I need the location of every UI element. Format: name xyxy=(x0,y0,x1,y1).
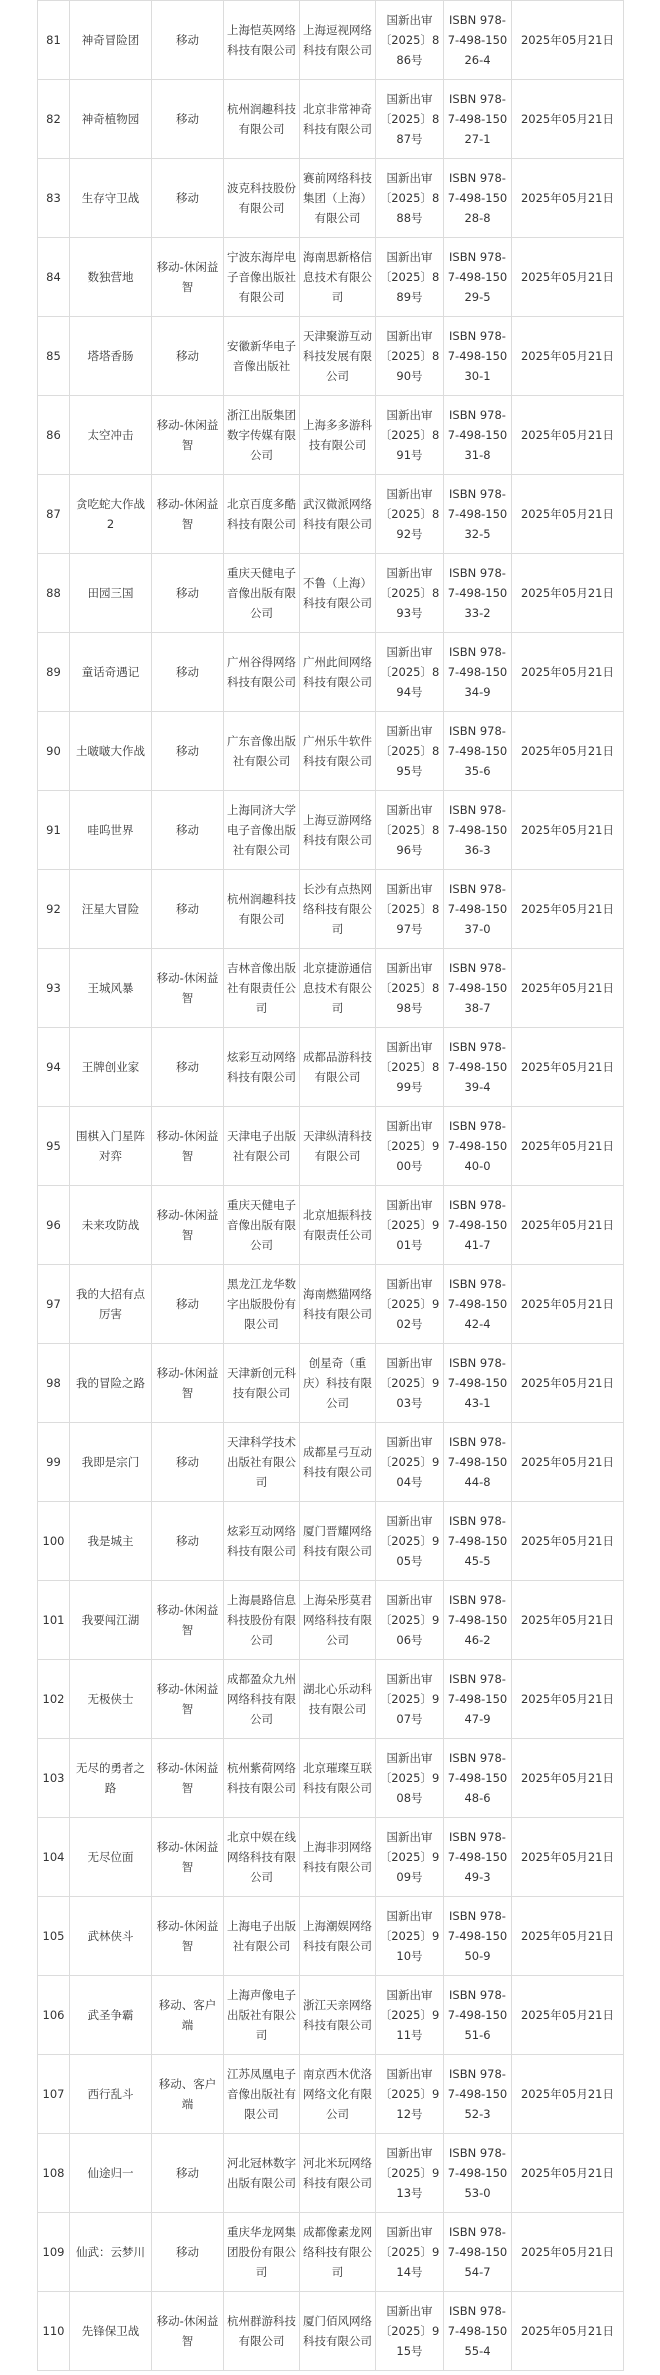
game-type-cell: 移动-休闲益智 xyxy=(152,1186,224,1265)
approval-date-cell: 2025年05月21日 xyxy=(512,1502,624,1581)
game-name-cell: 生存守卫战 xyxy=(70,159,152,238)
isbn-number-cell: ISBN 978-7-498-15036-3 xyxy=(444,791,512,870)
publisher-name-cell: 宁波东海岸电子音像出版社有限公司 xyxy=(224,238,300,317)
table-row xyxy=(38,712,624,791)
approval-number-cell: 国新出审〔2025〕910号 xyxy=(376,1897,444,1976)
game-type-cell: 移动 xyxy=(152,1265,224,1344)
game-type-cell: 移动 xyxy=(152,80,224,159)
publisher-name-cell: 杭州润趣科技有限公司 xyxy=(224,870,300,949)
publisher-name-cell: 杭州紫荷网络科技有限公司 xyxy=(224,1739,300,1818)
publisher-name-cell: 广州谷得网络科技有限公司 xyxy=(224,633,300,712)
game-name-cell: 数独营地 xyxy=(70,238,152,317)
game-name-cell: 塔塔香肠 xyxy=(70,317,152,396)
operator-name-cell: 广州此间网络科技有限公司 xyxy=(300,633,376,712)
row-number-cell: 110 xyxy=(38,2292,70,2371)
publisher-name-cell: 杭州群游科技有限公司 xyxy=(224,2292,300,2371)
game-name-cell: 我的大招有点厉害 xyxy=(70,1265,152,1344)
row-number-cell: 100 xyxy=(38,1502,70,1581)
row-number-cell: 105 xyxy=(38,1897,70,1976)
approval-date-cell: 2025年05月21日 xyxy=(512,870,624,949)
table-row xyxy=(38,396,624,475)
game-type-cell: 移动 xyxy=(152,870,224,949)
operator-name-cell: 武汉微派网络科技有限公司 xyxy=(300,475,376,554)
approval-number-cell: 国新出审〔2025〕886号 xyxy=(376,1,444,80)
game-type-cell: 移动-休闲益智 xyxy=(152,1739,224,1818)
approval-number-cell: 国新出审〔2025〕902号 xyxy=(376,1265,444,1344)
row-number-cell: 92 xyxy=(38,870,70,949)
approval-number-cell: 国新出审〔2025〕905号 xyxy=(376,1502,444,1581)
publisher-name-cell: 成都盈众九州网络科技有限公司 xyxy=(224,1660,300,1739)
approval-number-cell: 国新出审〔2025〕907号 xyxy=(376,1660,444,1739)
operator-name-cell: 创星奇（重庆）科技有限公司 xyxy=(300,1344,376,1423)
row-number-cell: 109 xyxy=(38,2213,70,2292)
approval-number-cell: 国新出审〔2025〕914号 xyxy=(376,2213,444,2292)
game-name-cell: 先锋保卫战 xyxy=(70,2292,152,2371)
game-name-cell: 无极侠士 xyxy=(70,1660,152,1739)
approval-date-cell: 2025年05月21日 xyxy=(512,712,624,791)
approval-date-cell: 2025年05月21日 xyxy=(512,791,624,870)
game-name-cell: 我是城主 xyxy=(70,1502,152,1581)
row-number-cell: 81 xyxy=(38,1,70,80)
approval-number-cell: 国新出审〔2025〕891号 xyxy=(376,396,444,475)
approval-date-cell: 2025年05月21日 xyxy=(512,238,624,317)
isbn-number-cell: ISBN 978-7-498-15033-2 xyxy=(444,554,512,633)
isbn-number-cell: ISBN 978-7-498-15030-1 xyxy=(444,317,512,396)
publisher-name-cell: 重庆天健电子音像出版有限公司 xyxy=(224,1186,300,1265)
approval-number-cell: 国新出审〔2025〕890号 xyxy=(376,317,444,396)
table-row xyxy=(38,1107,624,1186)
publisher-name-cell: 杭州润趣科技有限公司 xyxy=(224,80,300,159)
table-row xyxy=(38,2134,624,2213)
approval-number-cell: 国新出审〔2025〕894号 xyxy=(376,633,444,712)
row-number-cell: 94 xyxy=(38,1028,70,1107)
operator-name-cell: 上海潮娱网络科技有限公司 xyxy=(300,1897,376,1976)
game-name-cell: 童话奇遇记 xyxy=(70,633,152,712)
game-type-cell: 移动 xyxy=(152,2213,224,2292)
game-name-cell: 无尽位面 xyxy=(70,1818,152,1897)
approval-number-cell: 国新出审〔2025〕908号 xyxy=(376,1739,444,1818)
row-number-cell: 96 xyxy=(38,1186,70,1265)
publisher-name-cell: 江苏凤凰电子音像出版社有限公司 xyxy=(224,2055,300,2134)
operator-name-cell: 北京非常神奇科技有限公司 xyxy=(300,80,376,159)
game-name-cell: 神奇冒险团 xyxy=(70,1,152,80)
approval-number-cell: 国新出审〔2025〕915号 xyxy=(376,2292,444,2371)
operator-name-cell: 广州乐牛软件科技有限公司 xyxy=(300,712,376,791)
game-type-cell: 移动-休闲益智 xyxy=(152,238,224,317)
operator-name-cell: 河北米玩网络科技有限公司 xyxy=(300,2134,376,2213)
game-type-cell: 移动 xyxy=(152,712,224,791)
isbn-number-cell: ISBN 978-7-498-15044-8 xyxy=(444,1423,512,1502)
approval-date-cell: 2025年05月21日 xyxy=(512,1818,624,1897)
game-name-cell: 哇呜世界 xyxy=(70,791,152,870)
game-type-cell: 移动、客户端 xyxy=(152,2055,224,2134)
approval-number-cell: 国新出审〔2025〕896号 xyxy=(376,791,444,870)
approval-date-cell: 2025年05月21日 xyxy=(512,80,624,159)
isbn-number-cell: ISBN 978-7-498-15053-0 xyxy=(444,2134,512,2213)
approval-date-cell: 2025年05月21日 xyxy=(512,1897,624,1976)
operator-name-cell: 上海朵彤莫君网络科技有限公司 xyxy=(300,1581,376,1660)
isbn-number-cell: ISBN 978-7-498-15026-4 xyxy=(444,1,512,80)
game-name-cell: 王牌创业家 xyxy=(70,1028,152,1107)
table-row xyxy=(38,870,624,949)
game-type-cell: 移动 xyxy=(152,1028,224,1107)
table-row xyxy=(38,159,624,238)
table-row xyxy=(38,1344,624,1423)
approval-date-cell: 2025年05月21日 xyxy=(512,554,624,633)
game-name-cell: 太空冲击 xyxy=(70,396,152,475)
game-name-cell: 土啵啵大作战 xyxy=(70,712,152,791)
row-number-cell: 108 xyxy=(38,2134,70,2213)
operator-name-cell: 天津纵清科技有限公司 xyxy=(300,1107,376,1186)
row-number-cell: 83 xyxy=(38,159,70,238)
publisher-name-cell: 黑龙江龙华数字出版股份有限公司 xyxy=(224,1265,300,1344)
approval-number-cell: 国新出审〔2025〕906号 xyxy=(376,1581,444,1660)
isbn-number-cell: ISBN 978-7-498-15029-5 xyxy=(444,238,512,317)
publisher-name-cell: 吉林音像出版社有限责任公司 xyxy=(224,949,300,1028)
game-type-cell: 移动、客户端 xyxy=(152,1976,224,2055)
game-type-cell: 移动-休闲益智 xyxy=(152,2292,224,2371)
approval-date-cell: 2025年05月21日 xyxy=(512,949,624,1028)
operator-name-cell: 海南思新格信息技术有限公司 xyxy=(300,238,376,317)
row-number-cell: 87 xyxy=(38,475,70,554)
table-row xyxy=(38,1265,624,1344)
table-row xyxy=(38,949,624,1028)
row-number-cell: 86 xyxy=(38,396,70,475)
approval-number-cell: 国新出审〔2025〕888号 xyxy=(376,159,444,238)
approval-date-cell: 2025年05月21日 xyxy=(512,1107,624,1186)
approval-date-cell: 2025年05月21日 xyxy=(512,396,624,475)
game-name-cell: 我要闯江湖 xyxy=(70,1581,152,1660)
game-type-cell: 移动-休闲益智 xyxy=(152,1660,224,1739)
isbn-number-cell: ISBN 978-7-498-15041-7 xyxy=(444,1186,512,1265)
row-number-cell: 91 xyxy=(38,791,70,870)
publisher-name-cell: 广东音像出版社有限公司 xyxy=(224,712,300,791)
game-type-cell: 移动-休闲益智 xyxy=(152,1344,224,1423)
row-number-cell: 85 xyxy=(38,317,70,396)
approval-number-cell: 国新出审〔2025〕913号 xyxy=(376,2134,444,2213)
approval-date-cell: 2025年05月21日 xyxy=(512,2134,624,2213)
table-row xyxy=(38,317,624,396)
approval-date-cell: 2025年05月21日 xyxy=(512,1,624,80)
operator-name-cell: 成都像素龙网络科技有限公司 xyxy=(300,2213,376,2292)
row-number-cell: 93 xyxy=(38,949,70,1028)
publisher-name-cell: 浙江出版集团数字传媒有限公司 xyxy=(224,396,300,475)
isbn-number-cell: ISBN 978-7-498-15050-9 xyxy=(444,1897,512,1976)
table-row xyxy=(38,1739,624,1818)
table-row xyxy=(38,1,624,80)
publisher-name-cell: 安徽新华电子音像出版社 xyxy=(224,317,300,396)
table-row xyxy=(38,1660,624,1739)
isbn-number-cell: ISBN 978-7-498-15028-8 xyxy=(444,159,512,238)
game-type-cell: 移动-休闲益智 xyxy=(152,949,224,1028)
game-type-cell: 移动 xyxy=(152,633,224,712)
approval-date-cell: 2025年05月21日 xyxy=(512,317,624,396)
isbn-number-cell: ISBN 978-7-498-15055-4 xyxy=(444,2292,512,2371)
publisher-name-cell: 北京百度多酷科技有限公司 xyxy=(224,475,300,554)
game-name-cell: 武圣争霸 xyxy=(70,1976,152,2055)
publisher-name-cell: 上海同济大学电子音像出版社有限公司 xyxy=(224,791,300,870)
row-number-cell: 99 xyxy=(38,1423,70,1502)
approval-date-cell: 2025年05月21日 xyxy=(512,159,624,238)
table-row xyxy=(38,1028,624,1107)
row-number-cell: 97 xyxy=(38,1265,70,1344)
game-type-cell: 移动 xyxy=(152,1423,224,1502)
publisher-name-cell: 炫彩互动网络科技有限公司 xyxy=(224,1502,300,1581)
table-row xyxy=(38,2213,624,2292)
operator-name-cell: 北京璀璨互联科技有限公司 xyxy=(300,1739,376,1818)
row-number-cell: 107 xyxy=(38,2055,70,2134)
row-number-cell: 82 xyxy=(38,80,70,159)
table-row xyxy=(38,1897,624,1976)
approval-date-cell: 2025年05月21日 xyxy=(512,1581,624,1660)
approval-date-cell: 2025年05月21日 xyxy=(512,1739,624,1818)
game-type-cell: 移动-休闲益智 xyxy=(152,1818,224,1897)
table-row xyxy=(38,1581,624,1660)
row-number-cell: 106 xyxy=(38,1976,70,2055)
operator-name-cell: 不鲁（上海）科技有限公司 xyxy=(300,554,376,633)
table-row xyxy=(38,80,624,159)
row-number-cell: 103 xyxy=(38,1739,70,1818)
publisher-name-cell: 河北冠林数字出版有限公司 xyxy=(224,2134,300,2213)
approval-number-cell: 国新出审〔2025〕912号 xyxy=(376,2055,444,2134)
publisher-name-cell: 上海声像电子出版社有限公司 xyxy=(224,1976,300,2055)
approval-number-cell: 国新出审〔2025〕897号 xyxy=(376,870,444,949)
operator-name-cell: 北京旭振科技有限责任公司 xyxy=(300,1186,376,1265)
approval-number-cell: 国新出审〔2025〕889号 xyxy=(376,238,444,317)
isbn-number-cell: ISBN 978-7-498-15032-5 xyxy=(444,475,512,554)
approval-number-cell: 国新出审〔2025〕892号 xyxy=(376,475,444,554)
game-type-cell: 移动 xyxy=(152,317,224,396)
isbn-number-cell: ISBN 978-7-498-15051-6 xyxy=(444,1976,512,2055)
operator-name-cell: 上海逗视网络科技有限公司 xyxy=(300,1,376,80)
isbn-number-cell: ISBN 978-7-498-15035-6 xyxy=(444,712,512,791)
operator-name-cell: 北京捷游通信息技术有限公司 xyxy=(300,949,376,1028)
isbn-number-cell: ISBN 978-7-498-15043-1 xyxy=(444,1344,512,1423)
row-number-cell: 104 xyxy=(38,1818,70,1897)
table-row xyxy=(38,1423,624,1502)
approval-number-cell: 国新出审〔2025〕900号 xyxy=(376,1107,444,1186)
game-type-cell: 移动 xyxy=(152,2134,224,2213)
approval-number-cell: 国新出审〔2025〕901号 xyxy=(376,1186,444,1265)
isbn-number-cell: ISBN 978-7-498-15039-4 xyxy=(444,1028,512,1107)
isbn-number-cell: ISBN 978-7-498-15046-2 xyxy=(444,1581,512,1660)
approval-date-cell: 2025年05月21日 xyxy=(512,1344,624,1423)
row-number-cell: 89 xyxy=(38,633,70,712)
operator-name-cell: 赛前网络科技集团（上海）有限公司 xyxy=(300,159,376,238)
row-number-cell: 101 xyxy=(38,1581,70,1660)
publisher-name-cell: 重庆华龙网集团股份有限公司 xyxy=(224,2213,300,2292)
approval-number-cell: 国新出审〔2025〕909号 xyxy=(376,1818,444,1897)
table-row xyxy=(38,633,624,712)
game-name-cell: 神奇植物园 xyxy=(70,80,152,159)
approval-date-cell: 2025年05月21日 xyxy=(512,2213,624,2292)
isbn-number-cell: ISBN 978-7-498-15049-3 xyxy=(444,1818,512,1897)
isbn-number-cell: ISBN 978-7-498-15054-7 xyxy=(444,2213,512,2292)
table-row xyxy=(38,2292,624,2371)
approval-number-cell: 国新出审〔2025〕895号 xyxy=(376,712,444,791)
approval-number-cell: 国新出审〔2025〕899号 xyxy=(376,1028,444,1107)
approval-date-cell: 2025年05月21日 xyxy=(512,1186,624,1265)
publisher-name-cell: 炫彩互动网络科技有限公司 xyxy=(224,1028,300,1107)
operator-name-cell: 南京西木优洛网络文化有限公司 xyxy=(300,2055,376,2134)
game-type-cell: 移动-休闲益智 xyxy=(152,1897,224,1976)
table-row xyxy=(38,2055,624,2134)
approval-list-table xyxy=(37,0,623,2371)
publisher-name-cell: 重庆天健电子音像出版有限公司 xyxy=(224,554,300,633)
game-type-cell: 移动-休闲益智 xyxy=(152,1107,224,1186)
operator-name-cell: 上海多多游科技有限公司 xyxy=(300,396,376,475)
table-row xyxy=(38,238,624,317)
row-number-cell: 84 xyxy=(38,238,70,317)
publisher-name-cell: 天津电子出版社有限公司 xyxy=(224,1107,300,1186)
isbn-number-cell: ISBN 978-7-498-15045-5 xyxy=(444,1502,512,1581)
isbn-number-cell: ISBN 978-7-498-15037-0 xyxy=(444,870,512,949)
isbn-number-cell: ISBN 978-7-498-15038-7 xyxy=(444,949,512,1028)
game-name-cell: 仙途归一 xyxy=(70,2134,152,2213)
approval-date-cell: 2025年05月21日 xyxy=(512,1028,624,1107)
approval-date-cell: 2025年05月21日 xyxy=(512,1660,624,1739)
approval-date-cell: 2025年05月21日 xyxy=(512,2292,624,2371)
isbn-number-cell: ISBN 978-7-498-15034-9 xyxy=(444,633,512,712)
game-type-cell: 移动-休闲益智 xyxy=(152,1581,224,1660)
game-name-cell: 未来攻防战 xyxy=(70,1186,152,1265)
approval-date-cell: 2025年05月21日 xyxy=(512,633,624,712)
publisher-name-cell: 北京中娱在线网络科技有限公司 xyxy=(224,1818,300,1897)
approval-number-cell: 国新出审〔2025〕903号 xyxy=(376,1344,444,1423)
game-type-cell: 移动-休闲益智 xyxy=(152,396,224,475)
approval-date-cell: 2025年05月21日 xyxy=(512,1976,624,2055)
operator-name-cell: 厦门晋耀网络科技有限公司 xyxy=(300,1502,376,1581)
publisher-name-cell: 上海晨路信息科技股份有限公司 xyxy=(224,1581,300,1660)
game-name-cell: 汪星大冒险 xyxy=(70,870,152,949)
approval-date-cell: 2025年05月21日 xyxy=(512,1265,624,1344)
game-name-cell: 围棋入门星阵对弈 xyxy=(70,1107,152,1186)
isbn-number-cell: ISBN 978-7-498-15052-3 xyxy=(444,2055,512,2134)
game-name-cell: 王城风暴 xyxy=(70,949,152,1028)
game-name-cell: 贪吃蛇大作战2 xyxy=(70,475,152,554)
operator-name-cell: 上海豆游网络科技有限公司 xyxy=(300,791,376,870)
table-row xyxy=(38,554,624,633)
publisher-name-cell: 上海电子出版社有限公司 xyxy=(224,1897,300,1976)
game-type-cell: 移动 xyxy=(152,1,224,80)
game-name-cell: 西行乱斗 xyxy=(70,2055,152,2134)
isbn-number-cell: ISBN 978-7-498-15040-0 xyxy=(444,1107,512,1186)
approval-number-cell: 国新出审〔2025〕887号 xyxy=(376,80,444,159)
operator-name-cell: 天津聚游互动科技发展有限公司 xyxy=(300,317,376,396)
game-name-cell: 我的冒险之路 xyxy=(70,1344,152,1423)
approval-date-cell: 2025年05月21日 xyxy=(512,475,624,554)
table-row xyxy=(38,475,624,554)
row-number-cell: 88 xyxy=(38,554,70,633)
approval-date-cell: 2025年05月21日 xyxy=(512,1423,624,1502)
approval-number-cell: 国新出审〔2025〕893号 xyxy=(376,554,444,633)
isbn-number-cell: ISBN 978-7-498-15031-8 xyxy=(444,396,512,475)
isbn-number-cell: ISBN 978-7-498-15042-4 xyxy=(444,1265,512,1344)
isbn-number-cell: ISBN 978-7-498-15048-6 xyxy=(444,1739,512,1818)
table-row xyxy=(38,1976,624,2055)
table-row xyxy=(38,791,624,870)
table-row xyxy=(38,1502,624,1581)
publisher-name-cell: 天津新创元科技有限公司 xyxy=(224,1344,300,1423)
row-number-cell: 95 xyxy=(38,1107,70,1186)
operator-name-cell: 浙江天亲网络科技有限公司 xyxy=(300,1976,376,2055)
operator-name-cell: 湖北心乐动科技有限公司 xyxy=(300,1660,376,1739)
row-number-cell: 90 xyxy=(38,712,70,791)
game-name-cell: 田园三国 xyxy=(70,554,152,633)
game-name-cell: 武林侠斗 xyxy=(70,1897,152,1976)
publisher-name-cell: 波克科技股份有限公司 xyxy=(224,159,300,238)
row-number-cell: 98 xyxy=(38,1344,70,1423)
approval-number-cell: 国新出审〔2025〕911号 xyxy=(376,1976,444,2055)
table-row xyxy=(38,1818,624,1897)
publisher-name-cell: 上海恺英网络科技有限公司 xyxy=(224,1,300,80)
operator-name-cell: 上海非羽网络科技有限公司 xyxy=(300,1818,376,1897)
operator-name-cell: 成都品游科技有限公司 xyxy=(300,1028,376,1107)
table-body xyxy=(38,1,624,2371)
approval-number-cell: 国新出审〔2025〕898号 xyxy=(376,949,444,1028)
game-type-cell: 移动 xyxy=(152,1502,224,1581)
operator-name-cell: 成都星弓互动科技有限公司 xyxy=(300,1423,376,1502)
operator-name-cell: 长沙有点热网络科技有限公司 xyxy=(300,870,376,949)
game-type-cell: 移动 xyxy=(152,554,224,633)
game-type-cell: 移动 xyxy=(152,791,224,870)
game-name-cell: 我即是宗门 xyxy=(70,1423,152,1502)
game-type-cell: 移动 xyxy=(152,159,224,238)
operator-name-cell: 厦门佰风网络科技有限公司 xyxy=(300,2292,376,2371)
isbn-number-cell: ISBN 978-7-498-15027-1 xyxy=(444,80,512,159)
operator-name-cell: 海南燃猫网络科技有限公司 xyxy=(300,1265,376,1344)
table-row xyxy=(38,1186,624,1265)
isbn-number-cell: ISBN 978-7-498-15047-9 xyxy=(444,1660,512,1739)
game-type-cell: 移动-休闲益智 xyxy=(152,475,224,554)
game-name-cell: 仙武：云梦川 xyxy=(70,2213,152,2292)
approval-number-cell: 国新出审〔2025〕904号 xyxy=(376,1423,444,1502)
row-number-cell: 102 xyxy=(38,1660,70,1739)
game-name-cell: 无尽的勇者之路 xyxy=(70,1739,152,1818)
approval-date-cell: 2025年05月21日 xyxy=(512,2055,624,2134)
publisher-name-cell: 天津科学技术出版社有限公司 xyxy=(224,1423,300,1502)
